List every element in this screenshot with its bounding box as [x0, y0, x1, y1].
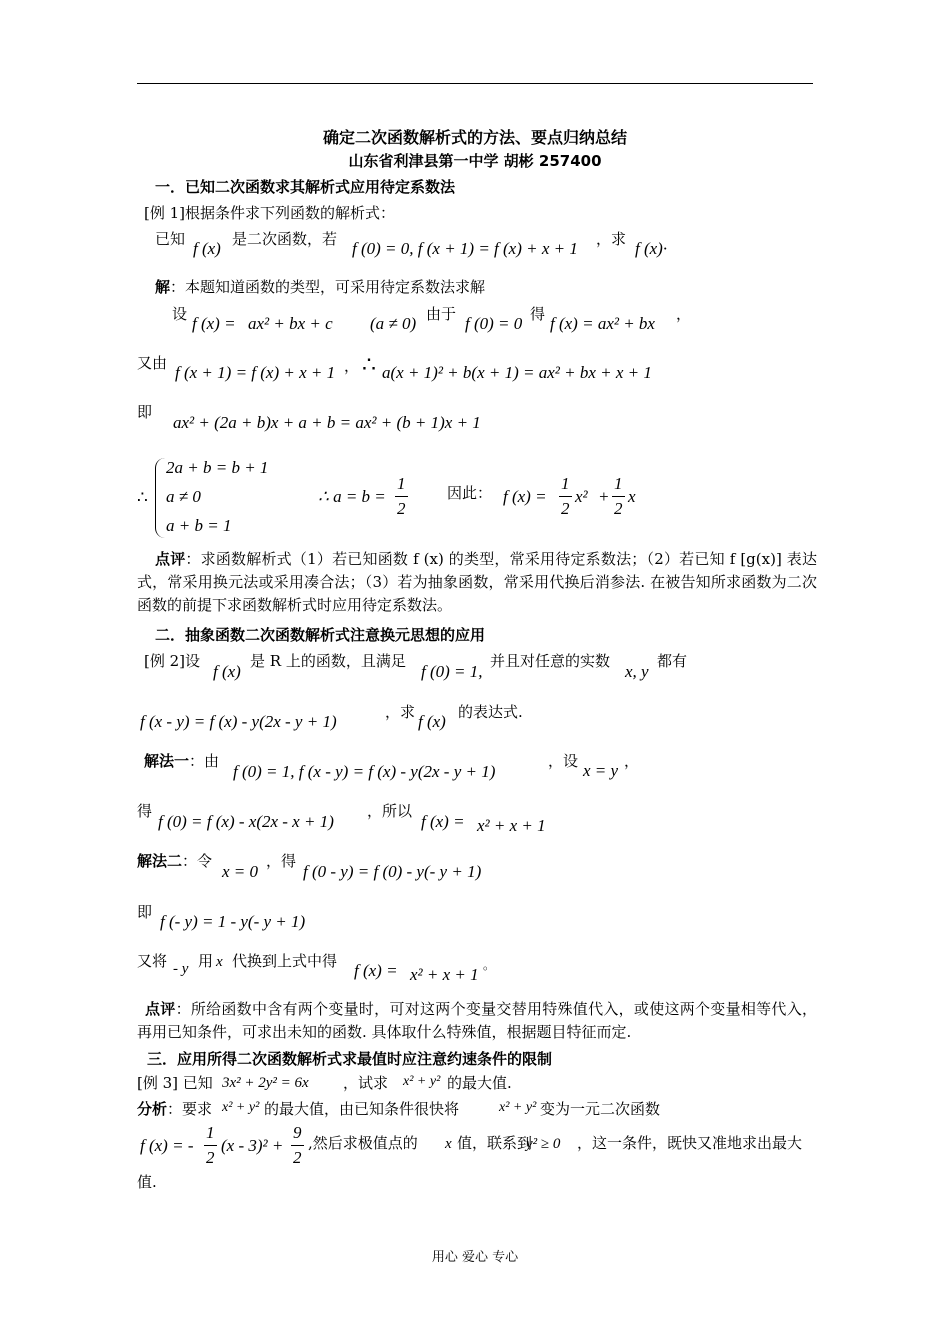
system-eq-2: a ≠ 0 [166, 487, 201, 506]
math: f (x) = ax² + bx [550, 314, 655, 333]
math: f (0) = f (x) - x(2x - x + 1) [158, 812, 334, 831]
text: ：令 [182, 852, 213, 870]
text: 变为一元二次函数 [540, 1100, 661, 1118]
therefore-symbol: ∴ [362, 353, 376, 378]
text: 的最大值. [447, 1074, 512, 1092]
review-label: 点评 [145, 1000, 176, 1018]
math: (a ≠ 0) [370, 314, 417, 333]
method-1-label: 解法一 [144, 752, 190, 770]
text: ，试求 [343, 1074, 389, 1092]
text: ，这一条件，既快又准地求出最大 [577, 1134, 803, 1152]
fraction-bar [395, 496, 408, 497]
fraction-den: 2 [206, 1148, 215, 1167]
math: f (0 - y) = f (0) - y(- y + 1) [303, 862, 482, 881]
text: 的最大值，由已知条件很快将 [264, 1100, 460, 1118]
fraction-num: 1 [614, 474, 623, 493]
text: ，求 [596, 230, 627, 248]
fraction-num: 1 [561, 474, 570, 493]
text: 值，联系到 [457, 1134, 533, 1152]
review-text: ：所给函数中含有两个变量时，可对这两个变量交替用特殊值代入，或使这两个变量相等代入，再用已知条件，可求出未知的函数. 具体取什么特殊值，根据题目特征而定. [137, 1000, 817, 1041]
fraction-num: 9 [293, 1123, 302, 1142]
text: 已知 [155, 230, 186, 248]
section-2-heading: 二．抽象函数二次函数解析式注意换元思想的应用 [155, 626, 486, 644]
review-1 [137, 548, 817, 617]
review-text: ：求函数解析式（1）若已知函数 f (x) 的类型，常采用待定系数法；（2）若已知 f [g(x)] 表达式，常采用换元法或采用凑合法；（3）若为抽象函数，常采用代换后消参法. 在被告知所求函数为二次函数的前提下求函数解析式时应用待定系数法。 [137, 550, 817, 614]
fraction-den: 2 [614, 499, 623, 518]
fraction-den: 2 [397, 499, 406, 518]
author-line: 山东省利津县第一中学 胡彬 257400 [348, 152, 602, 170]
math: f (x)· [635, 239, 668, 258]
document-title: 确定二次函数解析式的方法、要点归纳总结 [322, 128, 627, 147]
math: f (0) = 1, [421, 662, 483, 681]
text: 值. [137, 1173, 157, 1191]
math: f (x) [418, 712, 446, 731]
math: 3x² + 2y² = 6x [222, 1075, 309, 1091]
text: 得 [530, 305, 546, 323]
fraction-den: 2 [293, 1148, 302, 1167]
fraction-bar [204, 1145, 217, 1146]
system-eq-1: 2a + b = b + 1 [166, 458, 269, 477]
math: f (x) = - [140, 1136, 194, 1155]
text: ，求 [385, 703, 416, 721]
fraction-bar [559, 496, 572, 497]
therefore-symbol: ∴ [137, 488, 148, 508]
text: 即 [137, 403, 153, 421]
math: f (x) = [421, 812, 465, 831]
math: y² ≥ 0 [526, 1136, 561, 1152]
math: ax² + bx + c [248, 314, 333, 333]
text: 又将 [137, 952, 168, 970]
example-2-label: [例 2]设 [144, 652, 201, 670]
math: f (0) = 0 [465, 314, 523, 333]
text: ，得 [266, 852, 297, 870]
math: x² + y² [403, 1074, 441, 1089]
math: f (0) = 1, f (x - y) = f (x) - y(2x - y + 1) [233, 762, 496, 781]
example-1-label: [例 1]根据条件求下列函数的解析式： [144, 204, 396, 222]
math: f (x) = [503, 487, 547, 506]
math: x [445, 1136, 452, 1152]
math: - y [173, 961, 189, 977]
text: 设 [172, 305, 188, 323]
fraction-bar [612, 496, 625, 497]
text: ：要求 [167, 1100, 213, 1118]
text: ：由 [189, 752, 220, 770]
text: ， [344, 357, 360, 375]
math: x [216, 954, 223, 970]
math: x = 0 [222, 862, 259, 881]
math: f (x) [213, 662, 241, 681]
text: 由于 [426, 305, 457, 323]
math: f (x) [193, 239, 221, 258]
text: ：本题知道函数的类型，可采用待定系数法求解 [170, 278, 486, 296]
text: 用 [198, 952, 214, 970]
section-1-heading: 一．已知二次函数求其解析式应用待定系数法 [155, 178, 456, 196]
text: 是 R 上的函数，且满足 [250, 652, 406, 670]
text: 得 [137, 802, 153, 820]
text: ，设 [548, 752, 579, 770]
math: f (0) = 0, f (x + 1) = f (x) + x + 1 [352, 239, 578, 258]
math: x, y [625, 662, 649, 681]
math: f (x + 1) = f (x) + x + 1 [175, 363, 336, 382]
math: x² + y² [222, 1100, 260, 1115]
math: ∴ a = b = [318, 487, 386, 506]
fraction-num: 1 [397, 474, 406, 493]
text: ,然后求极值点的 [308, 1134, 418, 1152]
example-3-label: [例 3] 已知 [137, 1074, 213, 1092]
math: x² [575, 487, 588, 506]
math: x = y [583, 761, 619, 780]
fraction-num: 1 [206, 1123, 215, 1142]
math: + [598, 487, 610, 506]
math: ax² + (2a + b)x + a + b = ax² + (b + 1)x + 1 [173, 413, 481, 432]
math: f (x - y) = f (x) - y(2x - y + 1) [140, 712, 337, 731]
text: ，所以 [367, 802, 413, 820]
text: 。 [483, 958, 496, 972]
text: 因此： [447, 484, 493, 502]
solution-label: 解 [155, 278, 171, 296]
text: 代换到上式中得 [232, 952, 338, 970]
text: 即 [137, 903, 153, 921]
math: f (- y) = 1 - y(- y + 1) [160, 912, 306, 931]
text: ， [624, 752, 640, 770]
math: x² + x + 1 [410, 965, 479, 984]
text: 的表达式. [458, 703, 523, 721]
math: x² + y² [499, 1100, 537, 1115]
analysis-label: 分析 [137, 1100, 168, 1118]
text: ， [676, 305, 692, 323]
page-footer: 用心 爱心 专心 [431, 1250, 519, 1265]
math: a(x + 1)² + b(x + 1) = ax² + bx + x + 1 [382, 363, 652, 382]
method-2-label: 解法二 [137, 852, 183, 870]
text: 是二次函数，若 [232, 230, 338, 248]
review-2 [137, 998, 817, 1044]
fraction-den: 2 [561, 499, 570, 518]
math: f (x) = [192, 314, 236, 333]
math: (x - 3)² + [221, 1136, 284, 1155]
section-3-heading: 三．应用所得二次函数解析式求最值时应注意约速条件的限制 [147, 1050, 553, 1068]
text: 又由 [137, 354, 168, 372]
math: f (x) = [354, 961, 398, 980]
text: 都有 [657, 652, 688, 670]
text: 并且对任意的实数 [490, 652, 611, 670]
fraction-bar [291, 1145, 304, 1146]
review-label: 点评 [155, 550, 186, 568]
math: x² + x + 1 [477, 816, 546, 835]
math: x [628, 487, 636, 506]
header-rule [137, 83, 813, 84]
system-eq-3: a + b = 1 [166, 516, 232, 535]
